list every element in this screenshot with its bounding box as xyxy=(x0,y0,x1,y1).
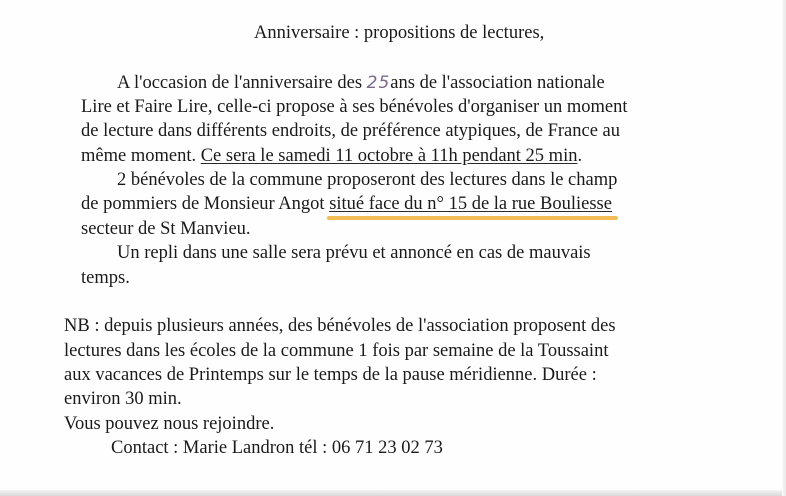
event-date-underlined: Ce sera le samedi 11 octobre à 11h pendant 25 min xyxy=(200,146,578,166)
scan-edge-right xyxy=(782,0,786,496)
nb-line-1: NB : depuis plusieurs années, des bénévoles de l'association proposent des xyxy=(64,316,616,336)
location-highlighted-text: situé face du n° 15 de la rue Bouliesse xyxy=(329,194,612,214)
paragraph-1-line-2: Lire et Faire Lire, celle-ci propose à ses bénévoles d'organiser un moment xyxy=(81,97,628,117)
nb-line-2: lectures dans les écoles de la commune 1 fois par semaine de la Toussaint xyxy=(64,341,609,361)
paragraph-3-line-1: Un repli dans une salle sera prévu et annoncé en cas de mauvais xyxy=(117,243,591,263)
paragraph-3-line-2: temps. xyxy=(81,268,130,288)
paragraph-1-line-3: de lecture dans différents endroits, de préférence atypiques, de France au xyxy=(81,121,621,141)
paragraph-2-line-2 xyxy=(81,192,612,216)
nb-line-5: Vous pouvez nous rejoindre. xyxy=(64,414,275,434)
contact-line: Contact : Marie Landron tél : 06 71 23 02 73 xyxy=(111,438,443,458)
paragraph-2-line-2-start: de pommiers de Monsieur Angot xyxy=(81,194,330,214)
location-highlighted xyxy=(329,194,612,214)
handwritten-number: 25 xyxy=(366,73,391,93)
paragraph-1-line-4-start: même moment. xyxy=(81,146,201,166)
nb-line-4: environ 30 min. xyxy=(64,389,182,409)
paragraph-1-line-1-end: ans de l'association nationale xyxy=(390,73,605,93)
paragraph-1-line-1-start: A l'occasion de l'anniversaire des xyxy=(117,73,367,93)
scan-edge-bottom xyxy=(0,490,786,496)
paragraph-1-line-1 xyxy=(117,71,605,95)
paragraph-2-line-1: 2 bénévoles de la commune proposeront des lectures dans le champ xyxy=(117,170,618,190)
document-title: Anniversaire : propositions de lectures, xyxy=(254,23,545,43)
nb-line-3: aux vacances de Printemps sur le temps de la pause méridienne. Durée : xyxy=(64,365,597,385)
paragraph-2-line-3: secteur de St Manvieu. xyxy=(81,219,251,239)
highlighter-stroke xyxy=(327,216,618,220)
paragraph-1-line-4-end: . xyxy=(577,146,583,166)
paragraph-1-line-4 xyxy=(81,144,582,168)
